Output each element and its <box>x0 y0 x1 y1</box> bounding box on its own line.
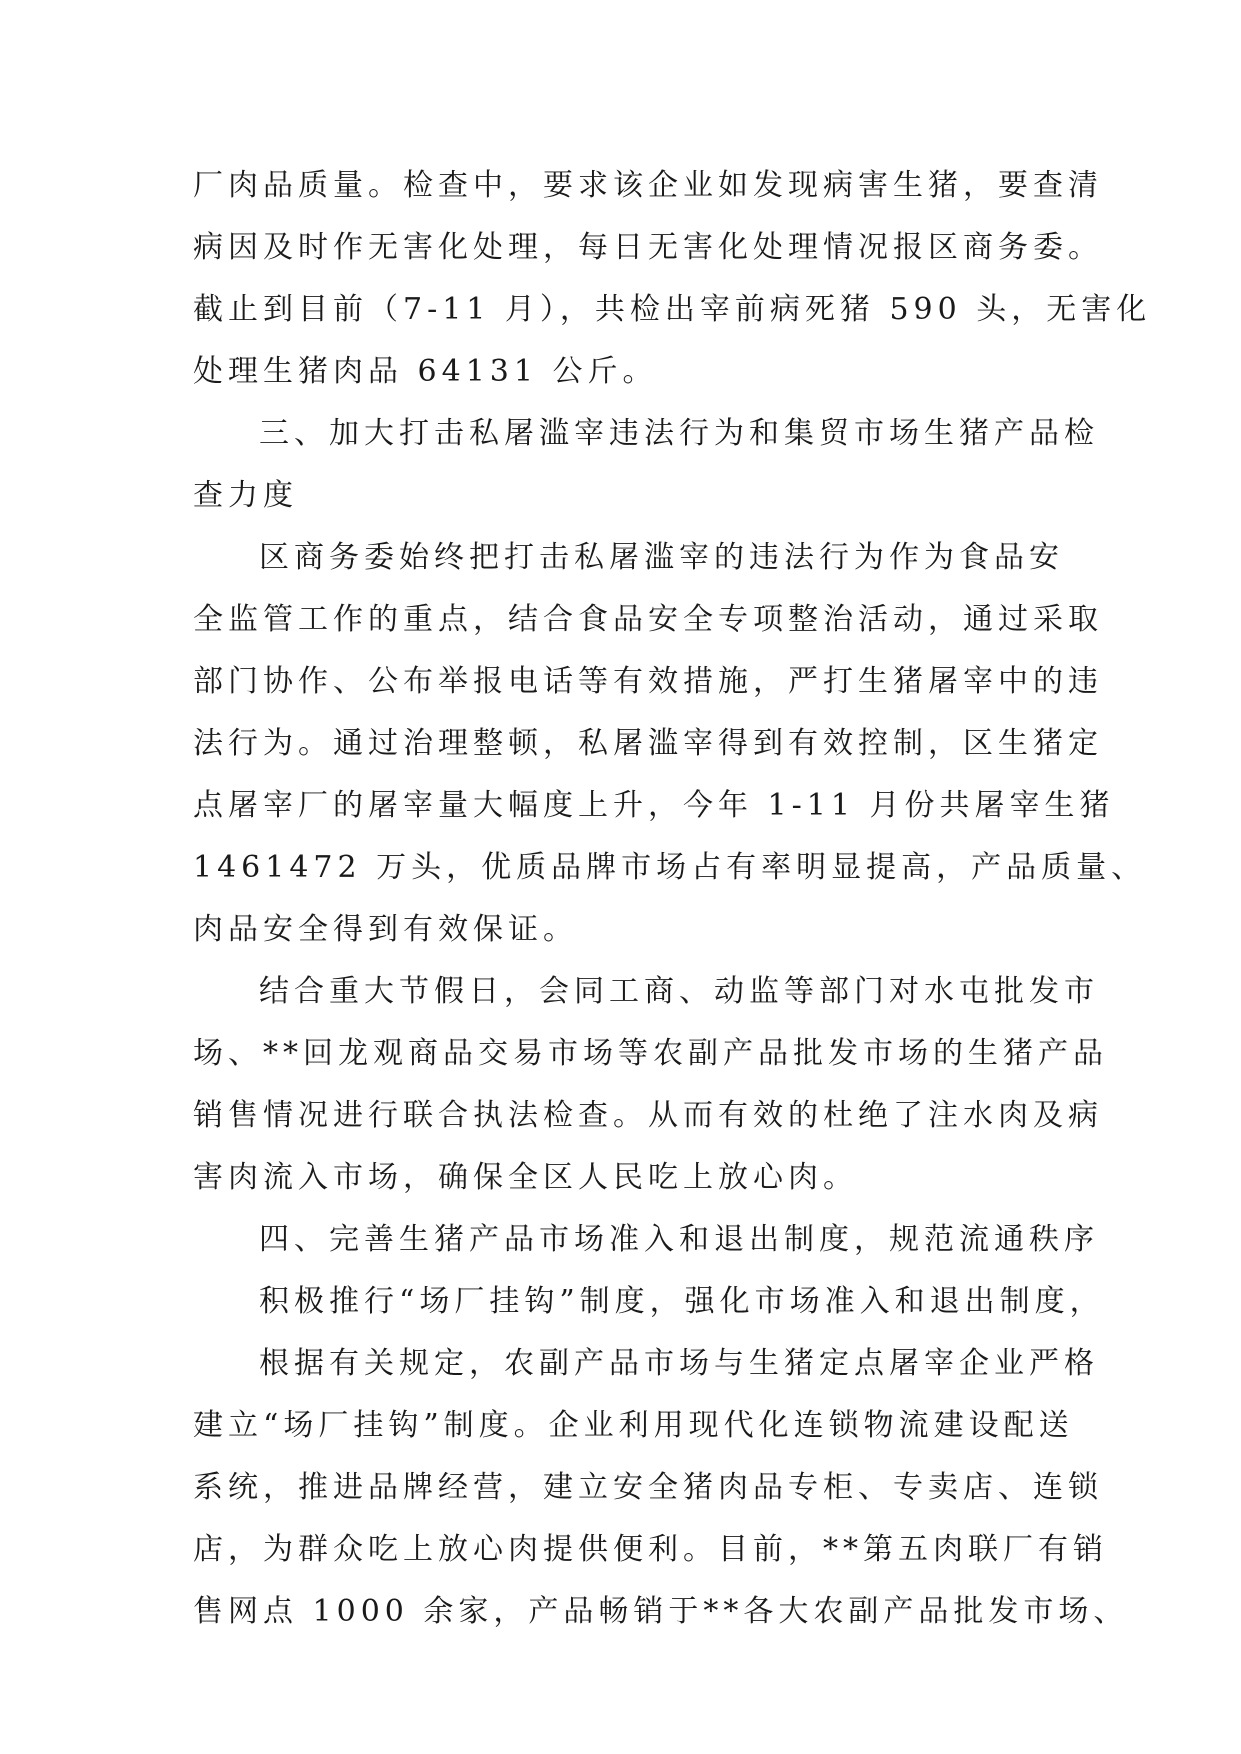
text-line: 系统，推进品牌经营，建立安全猪肉品专柜、专卖店、连锁 <box>193 1470 1103 1505</box>
text-line: 建立“场厂挂钩”制度。企业利用现代化连锁物流建设配送 <box>193 1408 1074 1443</box>
text-line: 1461472 万头，优质品牌市场占有率明显提高，产品质量、 <box>193 850 1147 885</box>
text-line: 处理生猪肉品 64131 公斤。 <box>193 354 658 389</box>
text-line: 销售情况进行联合执法检查。从而有效的杜绝了注水肉及病 <box>193 1098 1103 1133</box>
text-line: 截止到目前（7-11 月），共检出宰前病死猪 590 头，无害化 <box>193 292 1152 327</box>
text-line: 全监管工作的重点，结合食品安全专项整治活动，通过采取 <box>193 602 1103 637</box>
text-line: 区商务委始终把打击私屠滥宰的违法行为作为食品安 <box>259 540 1064 575</box>
text-line: 场、**回龙观商品交易市场等农副产品批发市场的生猪产品 <box>193 1036 1108 1071</box>
section-heading-4: 四、完善生猪产品市场准入和退出制度，规范流通秩序 <box>259 1222 1099 1257</box>
text-line: 厂肉品质量。检查中，要求该企业如发现病害生猪，要查清 <box>193 168 1103 203</box>
section-heading-3-cont: 查力度 <box>193 478 298 513</box>
text-line: 肉品安全得到有效保证。 <box>193 912 578 947</box>
text-line: 店，为群众吃上放心肉提供便利。目前，**第五肉联厂有销 <box>193 1532 1108 1567</box>
text-line: 点屠宰厂的屠宰量大幅度上升，今年 1-11 月份共屠宰生猪 <box>193 788 1115 823</box>
text-line: 部门协作、公布举报电话等有效措施，严打生猪屠宰中的违 <box>193 664 1103 699</box>
text-line: 售网点 1000 余家，产品畅销于**各大农副产品批发市场、 <box>193 1594 1129 1629</box>
text-line: 结合重大节假日，会同工商、动监等部门对水屯批发市 <box>259 974 1099 1009</box>
text-line: 害肉流入市场，确保全区人民吃上放心肉。 <box>193 1160 858 1195</box>
section-heading-3: 三、加大打击私屠滥宰违法行为和集贸市场生猪产品检 <box>259 416 1099 451</box>
document-body <box>193 155 1152 1643</box>
text-line: 法行为。通过治理整顿，私屠滥宰得到有效控制，区生猪定 <box>193 726 1103 761</box>
text-line: 病因及时作无害化处理，每日无害化处理情况报区商务委。 <box>193 230 1103 265</box>
text-line: 积极推行“场厂挂钩”制度，强化市场准入和退出制度， <box>259 1284 1105 1319</box>
text-line: 根据有关规定，农副产品市场与生猪定点屠宰企业严格 <box>259 1346 1099 1381</box>
